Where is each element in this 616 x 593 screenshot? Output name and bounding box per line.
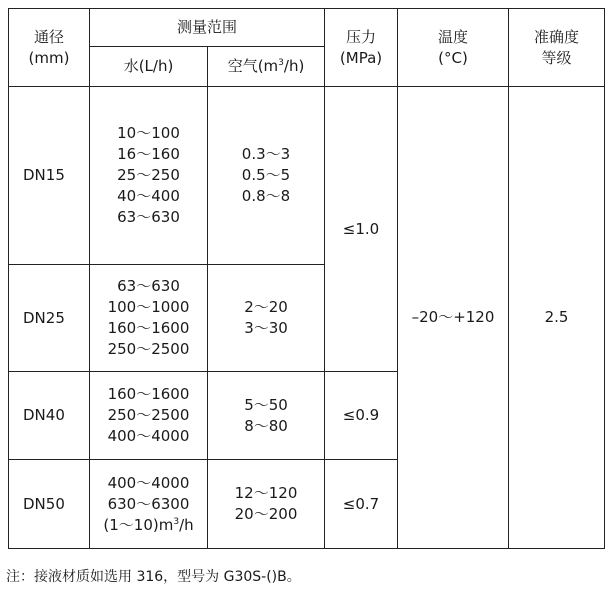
header-water: 水(L/h) bbox=[90, 47, 208, 87]
header-air: 空气$(m^3/h)$ bbox=[208, 47, 325, 87]
spec-table bbox=[8, 8, 605, 549]
pressure-cell: ≤0.7 bbox=[325, 460, 398, 549]
footnote: 注：接液材质如选用 316，型号为 G30S-()B。 bbox=[6, 569, 301, 585]
water-range-cell: 400～4000 630～6300 $(1\sim 10)m^3/h$ bbox=[90, 460, 208, 549]
header-accuracy: 准确度 等级 bbox=[509, 9, 605, 87]
header-bore: 通径 (mm) bbox=[9, 9, 90, 87]
bore-cell: DN25 bbox=[9, 265, 90, 372]
air-range-cell: 5～50 8～80 bbox=[208, 372, 325, 460]
header-range: 测量范围 bbox=[90, 9, 325, 47]
air-range-cell: 12～120 20～200 bbox=[208, 460, 325, 549]
air-range-cell: 0.3～3 0.5～5 0.8～8 bbox=[208, 87, 325, 265]
air-range-cell: 2～20 3～30 bbox=[208, 265, 325, 372]
header-pressure: 压力 (MPa) bbox=[325, 9, 398, 87]
bore-cell: DN40 bbox=[9, 372, 90, 460]
water-range-cell: 160～1600 250～2500 400～4000 bbox=[90, 372, 208, 460]
temperature-cell: –20～+120 bbox=[398, 87, 509, 549]
pressure-cell: ≤1.0 bbox=[325, 87, 398, 372]
accuracy-cell: 2.5 bbox=[509, 87, 605, 549]
pressure-cell: ≤0.9 bbox=[325, 372, 398, 460]
bore-cell: DN50 bbox=[9, 460, 90, 549]
water-range-cell: 63～630 100～1000 160～1600 250～2500 bbox=[90, 265, 208, 372]
bore-cell: DN15 bbox=[9, 87, 90, 265]
header-temperature: 温度 (°C) bbox=[398, 9, 509, 87]
water-range-cell: 10～100 16～160 25～250 40～400 63～630 bbox=[90, 87, 208, 265]
